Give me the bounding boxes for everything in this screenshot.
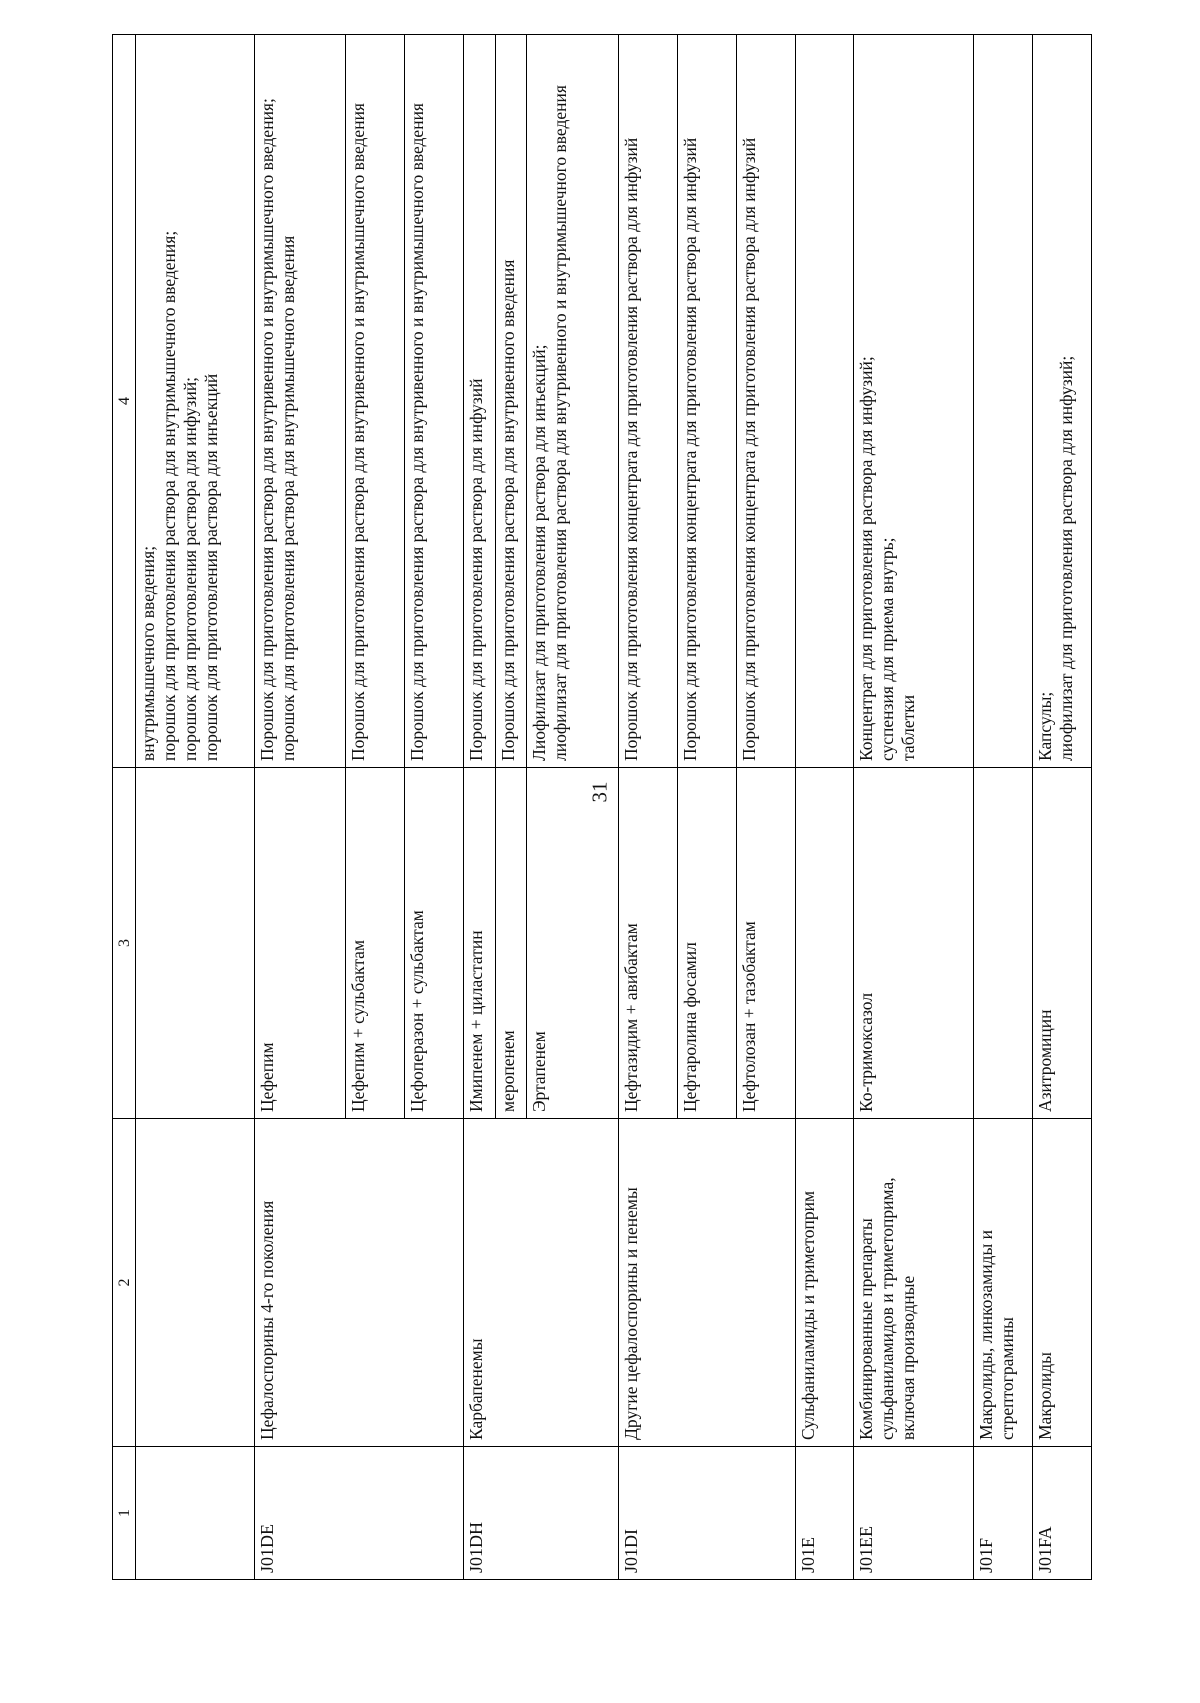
table-row (619, 35, 678, 1580)
dosage-forms-cell (974, 35, 1033, 768)
dosage-forms-cell: Концентрат для приготовления раствора для инфузий; суспензия для приема внутрь; таблетки (854, 35, 974, 768)
table-row (254, 35, 346, 1580)
atc-code-cell: J01DH (464, 1447, 619, 1580)
pharmacological-group-cell: Сульфаниламиды и триметоприм (795, 1119, 854, 1447)
pharmacological-group-cell: Другие цефалоспорины и пенемы (619, 1119, 795, 1447)
drug-name-cell: Цефепим + сульбактам (346, 768, 405, 1119)
drug-name-cell: Цефоперазон + сульбактам (405, 768, 464, 1119)
drug-name-cell (795, 768, 854, 1119)
dosage-forms-cell: внутримышечного введения; порошок для приготовления раствора для внутримышечного введения; порошок для приготовления раствора для инфузий; порошок для приготовления раствора для инъекций (136, 35, 255, 768)
drug-name-cell: меропенем (495, 768, 527, 1119)
pharmacological-group-cell: Макролиды (1033, 1119, 1092, 1447)
dosage-forms-cell: Порошок для приготовления раствора для инфузий (464, 35, 496, 768)
atc-code-cell: J01F (974, 1447, 1033, 1580)
page-number: 31 (587, 781, 612, 803)
table-row (795, 35, 854, 1580)
drug-name-cell: Цефепим (254, 768, 346, 1119)
table-row (974, 35, 1033, 1580)
atc-code-cell (136, 1447, 255, 1580)
dosage-forms-cell: Порошок для приготовления концентрата для приготовления раствора для инфузий (619, 35, 678, 768)
table-body (136, 35, 1092, 1580)
drug-name-cell (136, 768, 255, 1119)
drug-name-cell: Цефтаролина фосамил (677, 768, 736, 1119)
pharmacological-group-cell: Макролиды, линкозамиды и стрептограмины (974, 1119, 1033, 1447)
pharmacological-group-cell: Комбинированные препараты сульфаниламидов и триметоприма, включая производные (854, 1119, 974, 1447)
rotated-table-container (112, 35, 1092, 1580)
dosage-forms-cell: Порошок для приготовления концентрата для приготовления раствора для инфузий (677, 35, 736, 768)
table-row (1033, 35, 1092, 1580)
table-row (854, 35, 974, 1580)
dosage-forms-cell: Порошок для приготовления раствора для внутривенного и внутримышечного введения (346, 35, 405, 768)
drug-table (112, 34, 1092, 1580)
atc-code-cell: J01DE (254, 1447, 463, 1580)
atc-code-cell: J01E (795, 1447, 854, 1580)
dosage-forms-cell (795, 35, 854, 768)
table-row (464, 35, 496, 1580)
drug-name-cell: Имипенем + циластатин (464, 768, 496, 1119)
header-col-3: 3 (113, 768, 136, 1119)
pharmacological-group-cell (136, 1119, 255, 1447)
header-col-4: 4 (113, 35, 136, 768)
dosage-forms-cell: Порошок для приготовления раствора для внутривенного и внутримышечного введения; порошок для приготовления раствора для внутримышечного введения (254, 35, 346, 768)
drug-name-cell: Азитромицин (1033, 768, 1092, 1119)
drug-name-cell: Ко-тримоксазол (854, 768, 974, 1119)
atc-code-cell: J01EE (854, 1447, 974, 1580)
dosage-forms-cell: Лиофилизат для приготовления раствора для инъекций; лиофилизат для приготовления раствора для внутривенного и внутримышечного введения (527, 35, 619, 768)
atc-code-cell: J01DI (619, 1447, 795, 1580)
table-row (136, 35, 255, 1580)
pharmacological-group-cell: Карбапенемы (464, 1119, 619, 1447)
dosage-forms-cell: Порошок для приготовления раствора для внутривенного и внутримышечного введения (405, 35, 464, 768)
drug-name-cell: Цефтазидим + авибактам (619, 768, 678, 1119)
atc-code-cell: J01FA (1033, 1447, 1092, 1580)
dosage-forms-cell: Капсулы; лиофилизат для приготовления раствора для инфузий; (1033, 35, 1092, 768)
drug-name-cell: Эртапенем (527, 768, 619, 1119)
dosage-forms-cell: Порошок для приготовления концентрата для приготовления раствора для инфузий (736, 35, 795, 768)
drug-name-cell: Цефтолозан + тазобактам (736, 768, 795, 1119)
drug-name-cell (974, 768, 1033, 1119)
dosage-forms-cell: Порошок для приготовления раствора для внутривенного введения (495, 35, 527, 768)
header-row (113, 35, 136, 1580)
pharmacological-group-cell: Цефалоспорины 4-го поколения (254, 1119, 463, 1447)
header-col-1: 1 (113, 1447, 136, 1580)
header-col-2: 2 (113, 1119, 136, 1447)
